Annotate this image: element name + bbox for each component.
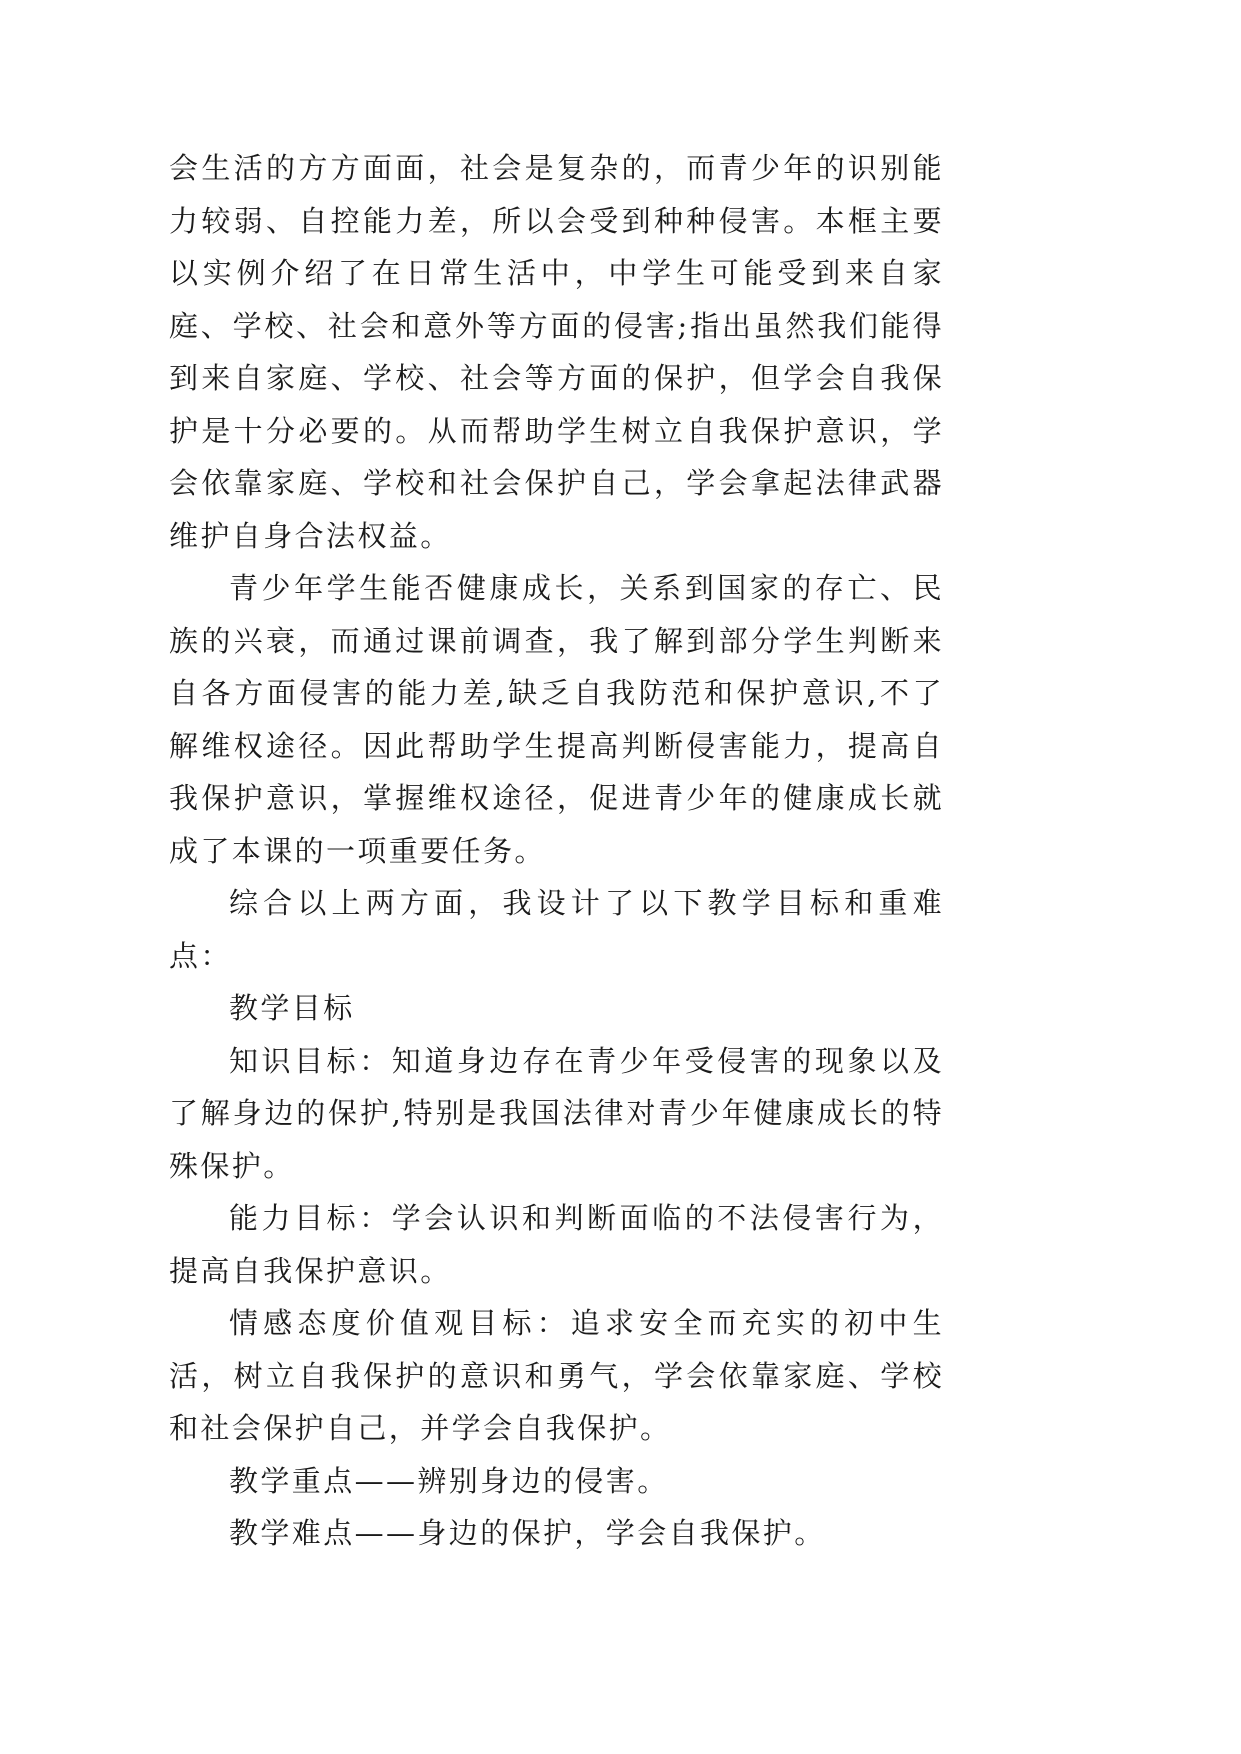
paragraph-difficult-point: 教学难点——身边的保护，学会自我保护。 (229, 1516, 826, 1550)
paragraph-continuation: 会生活的方方面面，社会是复杂的，而青少年的识别能力较弱、自控能力差，所以会受到种种侵害。本框主要以实例介绍了在日常生活中，中学生可能受到来自家庭、学校、社会和意外等方面的侵害;指出虽然我们能得到来自家庭、学校、社会等方面的保护，但学会自我保护是十分必要的。从而帮助学生树立自我保护意识，学会依靠家庭、学校和社会保护自己，学会拿起法律武器维护自身合法权益。 (169, 151, 944, 553)
heading-teaching-goals: 教学目标 (229, 991, 355, 1025)
document-body (169, 142, 944, 1560)
paragraph-ability-goal: 能力目标：学会认识和判断面临的不法侵害行为，提高自我保护意识。 (169, 1201, 944, 1288)
paragraph-key-point: 教学重点——辨别身边的侵害。 (229, 1463, 669, 1498)
paragraph-emotion-goal: 情感态度价值观目标：追求安全而充实的初中生活，树立自我保护的意识和勇气，学会依靠家庭、学校和社会保护自己，并学会自我保护。 (169, 1306, 944, 1445)
paragraph-background: 青少年学生能否健康成长，关系到国家的存亡、民族的兴衰，而通过课前调查，我了解到部分学生判断来自各方面侵害的能力差,缺乏自我防范和保护意识,不了解维权途径。因此帮助学生提高判断侵害能力，提高自我保护意识，掌握维权途径，促进青少年的健康成长就成了本课的一项重要任务。 (169, 571, 944, 868)
paragraph-summary: 综合以上两方面，我设计了以下教学目标和重难点： (169, 886, 944, 973)
paragraph-knowledge-goal: 知识目标：知道身边存在青少年受侵害的现象以及了解身边的保护,特别是我国法律对青少年健康成长的特殊保护。 (169, 1043, 944, 1183)
